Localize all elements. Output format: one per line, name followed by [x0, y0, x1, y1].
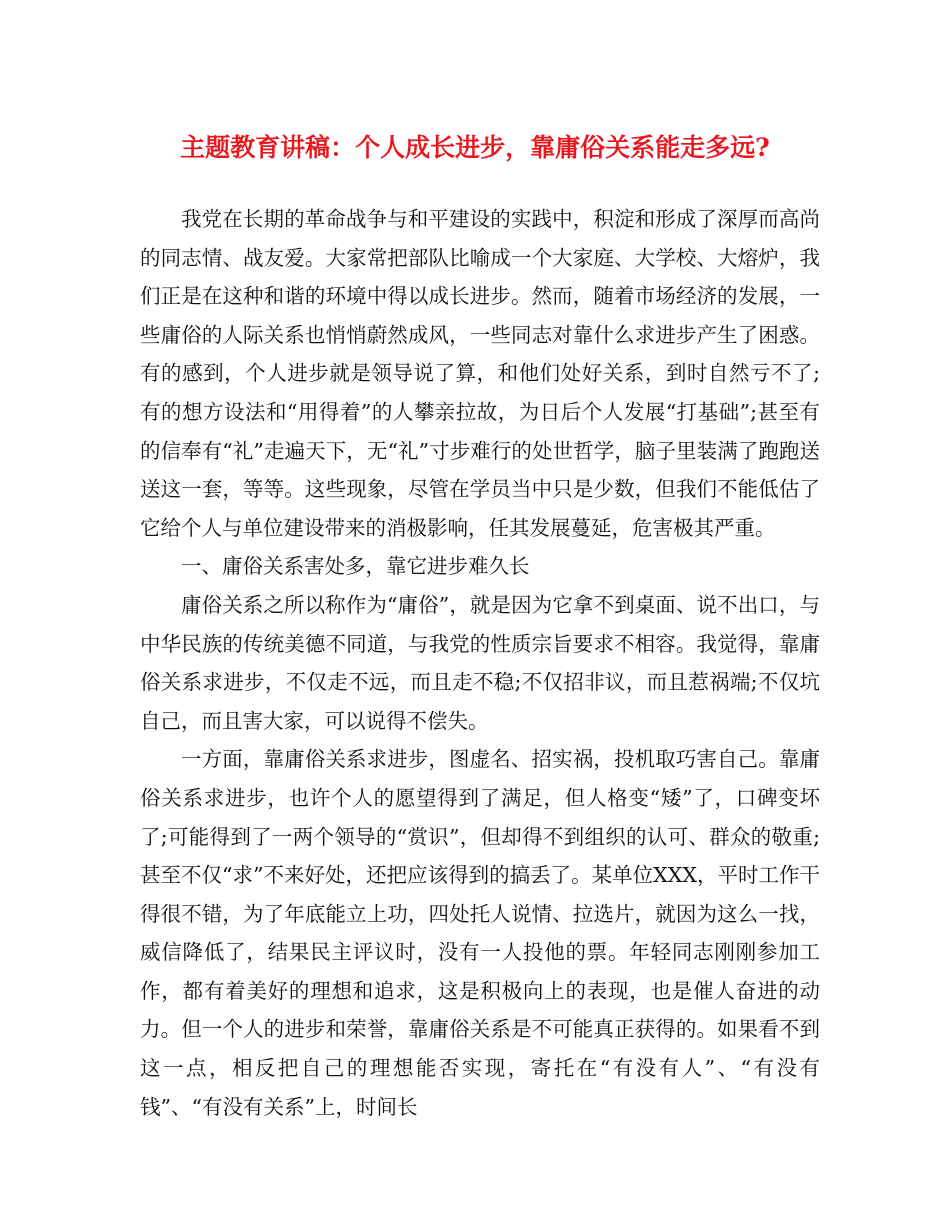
paragraph-2: 庸俗关系之所以称作为“庸俗”，就是因为它拿不到桌面、说不出口，与中华民族的传统美德不同道，与我党的性质宗旨要求不相容。我觉得，靠庸俗关系求进步，不仅走不远，而且走不稳;不仅招非议，而且惹祸端;不仅坑自己，而且害大家，可以说得不偿失。	[140, 592, 820, 733]
paragraph-3: 一方面，靠庸俗关系求进步，图虚名、招实祸，投机取巧害自己。靠庸俗关系求进步，也许个人的愿望得到了满足，但人格变“矮”了，口碑变坏了;可能得到了一两个领导的“赏识”，但却得不到组织的认可、群众的敬重;甚至不仅“求”不来好处，还把应该得到的搞丢了。某单位XXX，平时工作干得很不错，为了年底能立上功，四处托人说情、拉选片，就因为这么一找，威信降低了，结果民主评议时，没有一人投他的票。年轻同志刚刚参加工作，都有着美好的理想和追求，这是积极向上的表现，也是催人奋进的动力。但一个人的进步和荣誉，靠庸俗关系是不可能真正获得的。如果看不到这一点，相反把自己的理想能否实现，寄托在“有没有人”、“有没有钱”、“有没有关系”上，时间长	[140, 747, 820, 1119]
document-body	[140, 200, 820, 1126]
section-heading-1: 一、庸俗关系害处多，靠它进步难久长	[181, 554, 530, 579]
document-title: 主题教育讲稿：个人成长进步，靠庸俗关系能走多远?	[180, 133, 770, 162]
paragraph-intro: 我党在长期的革命战争与和平建设的实践中，积淀和形成了深厚而高尚的同志情、战友爱。大家常把部队比喻成一个大家庭、大学校、大熔炉，我们正是在这种和谐的环境中得以成长进步。然而，随着市场经济的发展，一些庸俗的人际关系也悄悄蔚然成风，一些同志对靠什么求进步产生了困惑。有的感到，个人进步就是领导说了算，和他们处好关系，到时自然亏不了;有的想方设法和“用得着”的人攀亲拉故，为日后个人发展“打基础”;甚至有的信奉有“礼”走遍天下，无“礼”寸步难行的处世哲学，脑子里装满了跑跑送送这一套，等等。这些现象，尽管在学员当中只是少数，但我们不能低估了它给个人与单位建设带来的消极影响，任其发展蔓延，危害极其严重。	[140, 207, 820, 540]
